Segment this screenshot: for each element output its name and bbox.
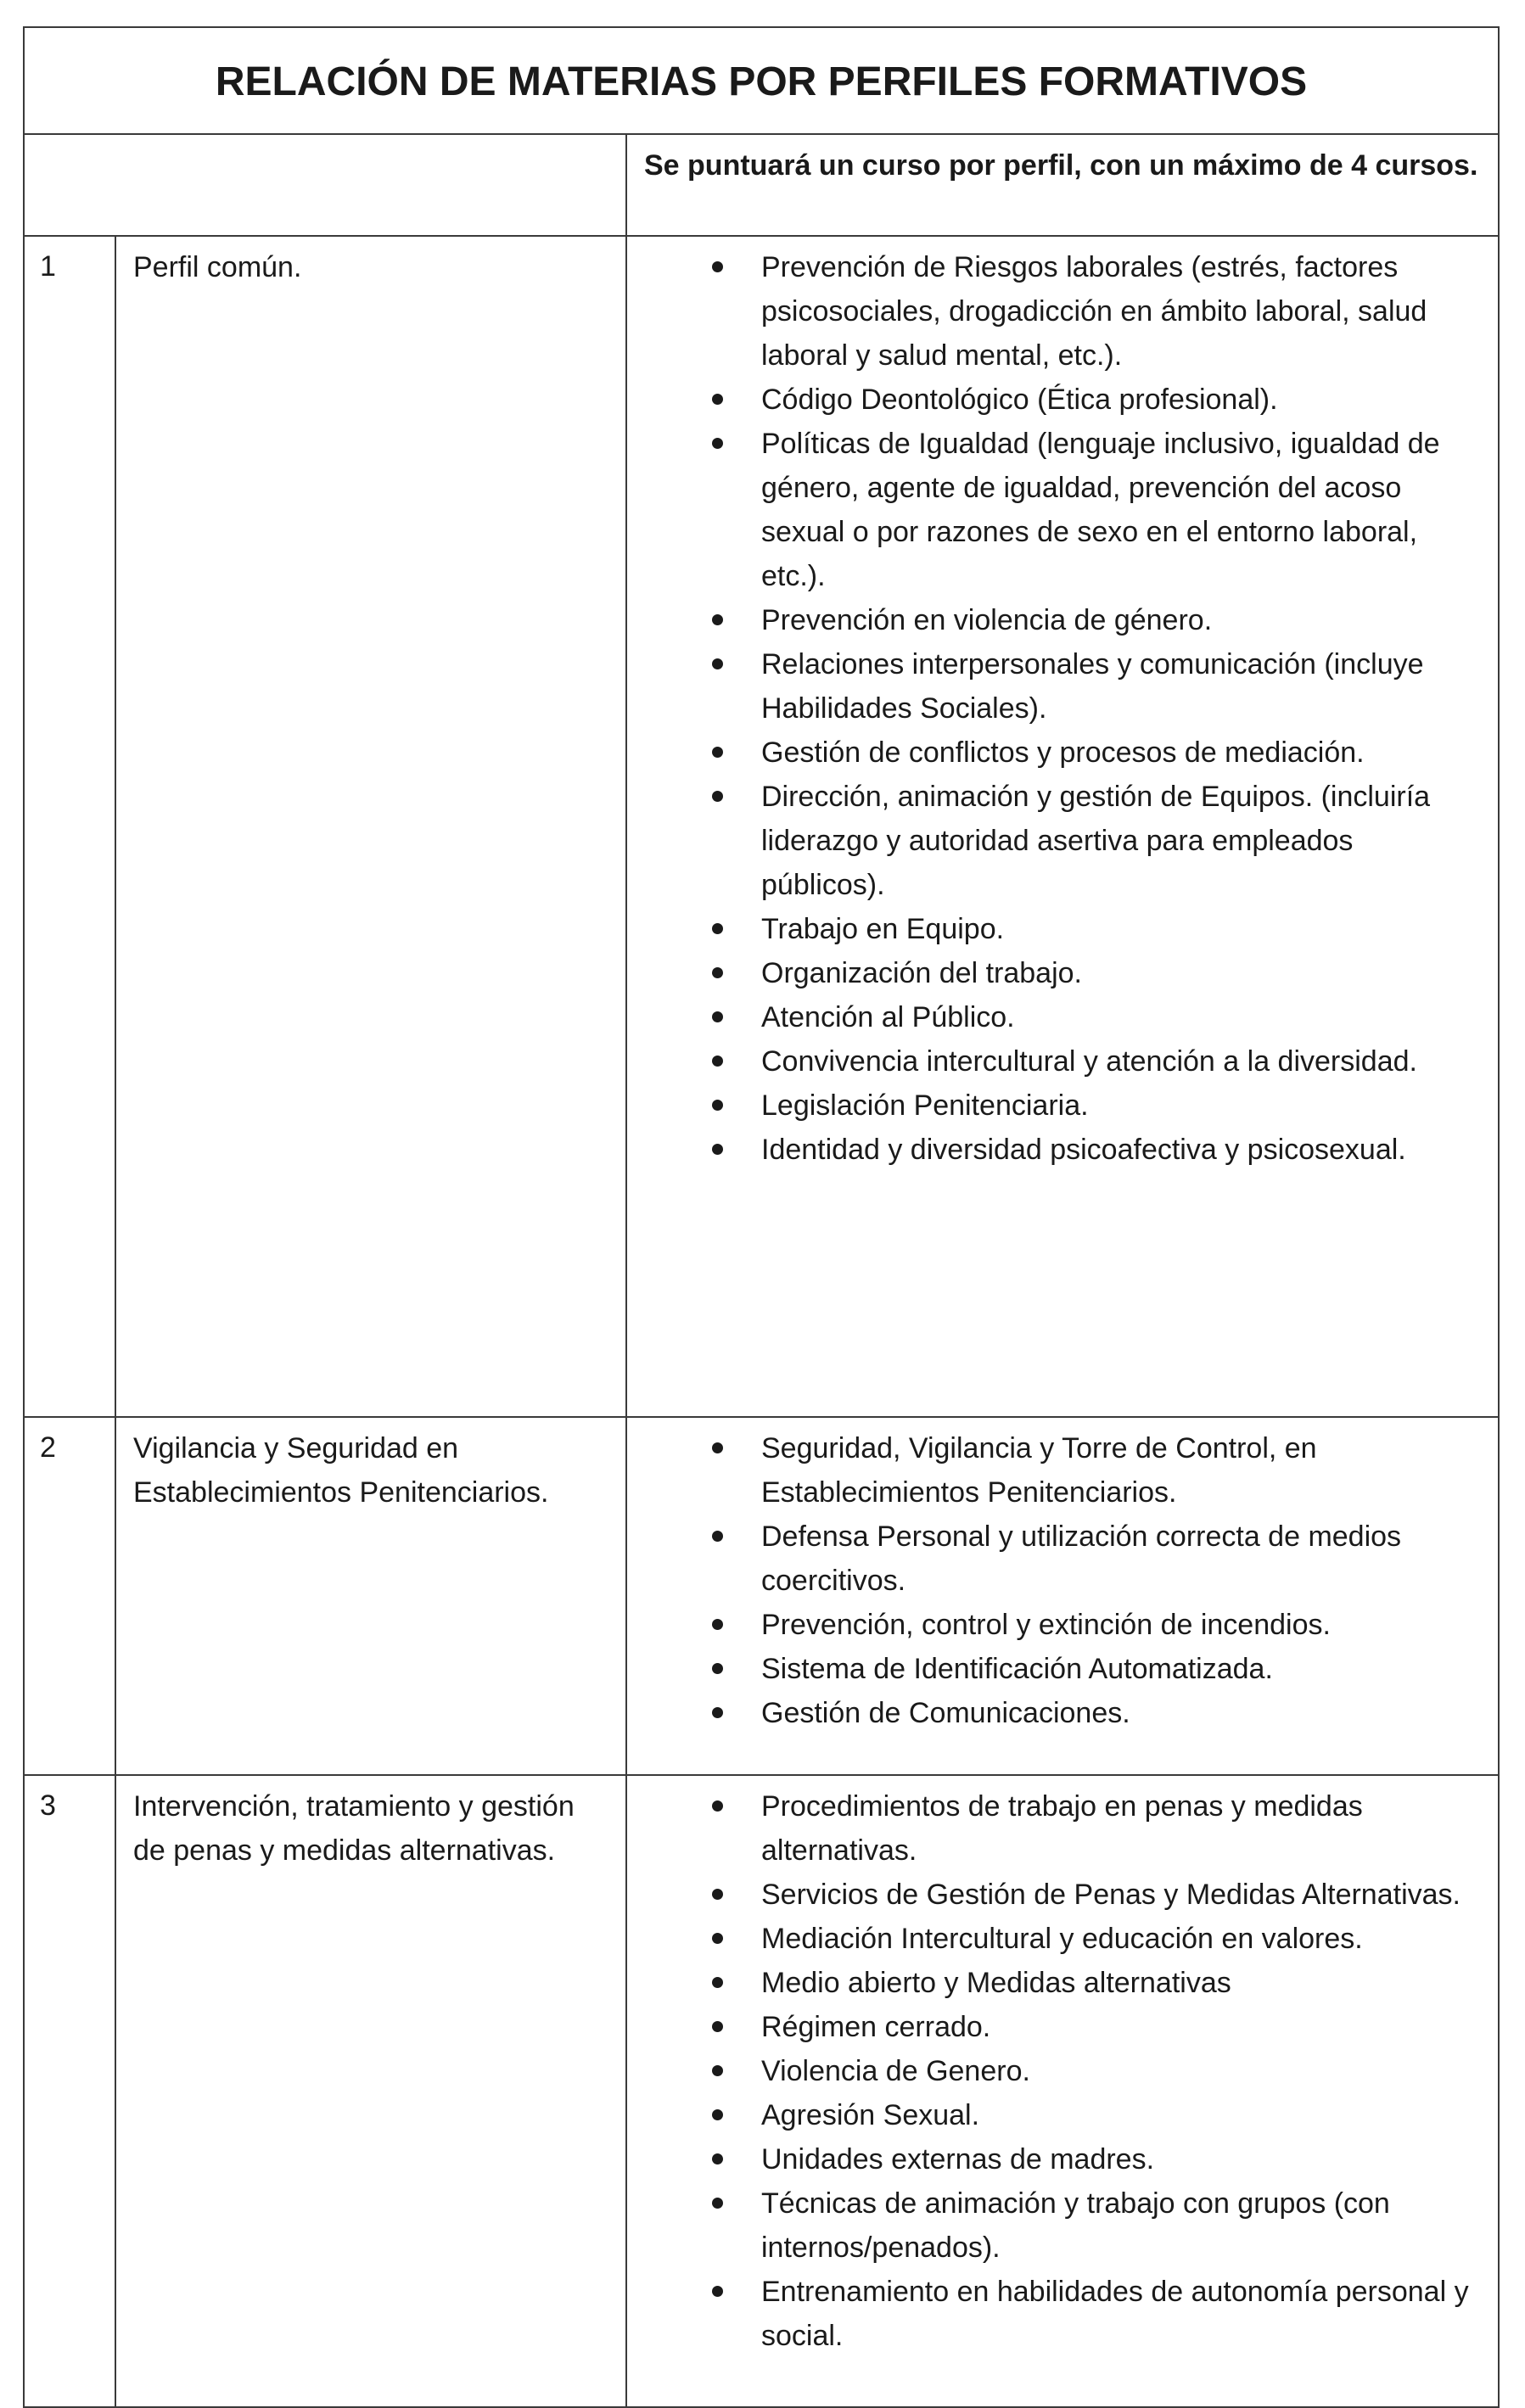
bullet-icon bbox=[712, 658, 723, 669]
subject-item bbox=[627, 2137, 1481, 2181]
bullet-icon bbox=[712, 1619, 723, 1630]
subject-item bbox=[627, 378, 1481, 422]
subject-item-text: Entrenamiento en habilidades de autonomía personal y social. bbox=[761, 2276, 1469, 2352]
subject-item-text: Organización del trabajo. bbox=[761, 957, 1083, 989]
subject-item bbox=[627, 1603, 1481, 1647]
subject-list bbox=[627, 1784, 1481, 2358]
subject-item bbox=[627, 731, 1481, 775]
bullet-icon bbox=[712, 2065, 723, 2076]
bullet-icon bbox=[712, 614, 723, 625]
subject-item-text: Violencia de Genero. bbox=[761, 2055, 1030, 2087]
subject-item-text: Trabajo en Equipo. bbox=[761, 913, 1005, 945]
bullet-icon bbox=[712, 1663, 723, 1674]
bullet-icon bbox=[712, 1144, 723, 1155]
subject-item bbox=[627, 995, 1481, 1039]
subject-item-text: Código Deontológico (Ética profesional). bbox=[761, 384, 1278, 416]
bullet-icon bbox=[712, 1889, 723, 1900]
profiles-table bbox=[23, 26, 1500, 2408]
subject-item bbox=[627, 2270, 1481, 2358]
subject-item bbox=[627, 2181, 1481, 2270]
subject-item-text: Prevención en violencia de género. bbox=[761, 604, 1213, 636]
subject-item bbox=[627, 951, 1481, 995]
bullet-icon bbox=[712, 2109, 723, 2120]
subject-item-text: Mediación Intercultural y educación en valores. bbox=[761, 1923, 1363, 1955]
bullet-icon bbox=[712, 1707, 723, 1718]
subject-item-text: Convivencia intercultural y atención a la diversidad. bbox=[761, 1045, 1417, 1078]
bullet-icon bbox=[712, 2021, 723, 2032]
subject-item bbox=[627, 1426, 1481, 1515]
subject-item bbox=[627, 1647, 1481, 1691]
bullet-icon bbox=[712, 2286, 723, 2297]
subject-item-text: Técnicas de animación y trabajo con grupos (con internos/penados). bbox=[761, 2187, 1390, 2264]
subject-item bbox=[627, 1039, 1481, 1084]
subject-list bbox=[627, 245, 1481, 1172]
subject-item bbox=[627, 1128, 1481, 1172]
profile-row-2 bbox=[24, 1417, 1499, 1775]
bullet-icon bbox=[712, 1531, 723, 1542]
profile-row-3 bbox=[24, 1775, 1499, 2407]
subject-item-text: Defensa Personal y utilización correcta de medios coercitivos. bbox=[761, 1520, 1402, 1597]
subject-item-text: Gestión de conflictos y procesos de mediación. bbox=[761, 736, 1365, 769]
profile-name: Intervención, tratamiento y gestión de penas y medidas alternativas. bbox=[115, 1775, 626, 2407]
subject-item bbox=[627, 1691, 1481, 1735]
subject-list bbox=[627, 1426, 1481, 1735]
subject-item bbox=[627, 1784, 1481, 1873]
subject-item-text: Atención al Público. bbox=[761, 1001, 1015, 1033]
bullet-icon bbox=[712, 1442, 723, 1453]
profile-name: Vigilancia y Seguridad en Establecimientos Penitenciarios. bbox=[115, 1417, 626, 1775]
subject-item-text: Sistema de Identificación Automatizada. bbox=[761, 1653, 1273, 1685]
subject-item bbox=[627, 598, 1481, 642]
bullet-icon bbox=[712, 438, 723, 449]
subject-item-text: Servicios de Gestión de Penas y Medidas Alternativas. bbox=[761, 1879, 1461, 1911]
bullet-icon bbox=[712, 2153, 723, 2164]
subject-item-text: Legislación Penitenciaria. bbox=[761, 1089, 1089, 1122]
subject-item-text: Relaciones interpersonales y comunicación (incluye Habilidades Sociales). bbox=[761, 648, 1424, 725]
subject-item bbox=[627, 1873, 1481, 1917]
subject-item bbox=[627, 642, 1481, 731]
subject-item-text: Procedimientos de trabajo en penas y medidas alternativas. bbox=[761, 1790, 1363, 1867]
subject-item bbox=[627, 422, 1481, 598]
note-row bbox=[24, 134, 1499, 236]
bullet-icon bbox=[712, 1056, 723, 1067]
title-cell bbox=[24, 27, 1499, 134]
subject-item-text: Dirección, animación y gestión de Equipos. (incluiría liderazgo y autoridad asertiva para empleados públicos). bbox=[761, 781, 1431, 901]
bullet-icon bbox=[712, 394, 723, 405]
subject-item bbox=[627, 245, 1481, 378]
bullet-icon bbox=[712, 923, 723, 934]
subject-item bbox=[627, 1084, 1481, 1128]
subject-item-text: Identidad y diversidad psicoafectiva y psicosexual. bbox=[761, 1134, 1406, 1166]
subject-item-text: Políticas de Igualdad (lenguaje inclusivo, igualdad de género, agente de igualdad, prevención del acoso sexual o por razones de sexo en el entorno laboral, etc.). bbox=[761, 428, 1440, 592]
bullet-icon bbox=[712, 1933, 723, 1944]
scoring-note: Se puntuará un curso por perfil, con un máximo de 4 cursos. bbox=[626, 134, 1499, 236]
profile-items bbox=[626, 236, 1499, 1417]
subject-item-text: Prevención de Riesgos laborales (estrés, factores psicosociales, drogadicción en ámbito laboral, salud laboral y salud mental, etc.). bbox=[761, 251, 1427, 372]
subject-item-text: Prevención, control y extinción de incendios. bbox=[761, 1609, 1331, 1641]
subject-item bbox=[627, 2093, 1481, 2137]
profile-name: Perfil común. bbox=[115, 236, 626, 1417]
bullet-icon bbox=[712, 261, 723, 272]
bullet-icon bbox=[712, 2198, 723, 2209]
subject-item-text: Medio abierto y Medidas alternativas bbox=[761, 1967, 1231, 1999]
subject-item-text: Seguridad, Vigilancia y Torre de Control, en Establecimientos Penitenciarios. bbox=[761, 1432, 1317, 1509]
profile-items bbox=[626, 1775, 1499, 2407]
subject-item bbox=[627, 2049, 1481, 2093]
subject-item-text: Gestión de Comunicaciones. bbox=[761, 1697, 1130, 1729]
empty-header-cell bbox=[24, 134, 626, 236]
profile-items bbox=[626, 1417, 1499, 1775]
bullet-icon bbox=[712, 1977, 723, 1988]
profile-number: 1 bbox=[24, 236, 115, 1417]
subject-item bbox=[627, 907, 1481, 951]
profile-number: 2 bbox=[24, 1417, 115, 1775]
subject-item bbox=[627, 1917, 1481, 1961]
subject-item-text: Agresión Sexual. bbox=[761, 2099, 980, 2131]
bullet-icon bbox=[712, 1011, 723, 1022]
bullet-icon bbox=[712, 967, 723, 978]
bullet-icon bbox=[712, 1800, 723, 1812]
bullet-icon bbox=[712, 747, 723, 758]
subject-item-text: Unidades externas de madres. bbox=[761, 2143, 1155, 2176]
subject-item-text: Régimen cerrado. bbox=[761, 2011, 991, 2043]
bullet-icon bbox=[712, 791, 723, 802]
subject-item bbox=[627, 775, 1481, 907]
title-row bbox=[24, 27, 1499, 134]
profile-row-1 bbox=[24, 236, 1499, 1417]
document-title: RELACIÓN DE MATERIAS POR PERFILES FORMATIVOS bbox=[215, 59, 1308, 104]
bullet-icon bbox=[712, 1100, 723, 1111]
subject-item bbox=[627, 1515, 1481, 1603]
profile-number: 3 bbox=[24, 1775, 115, 2407]
subject-item bbox=[627, 1961, 1481, 2005]
subject-item bbox=[627, 2005, 1481, 2049]
